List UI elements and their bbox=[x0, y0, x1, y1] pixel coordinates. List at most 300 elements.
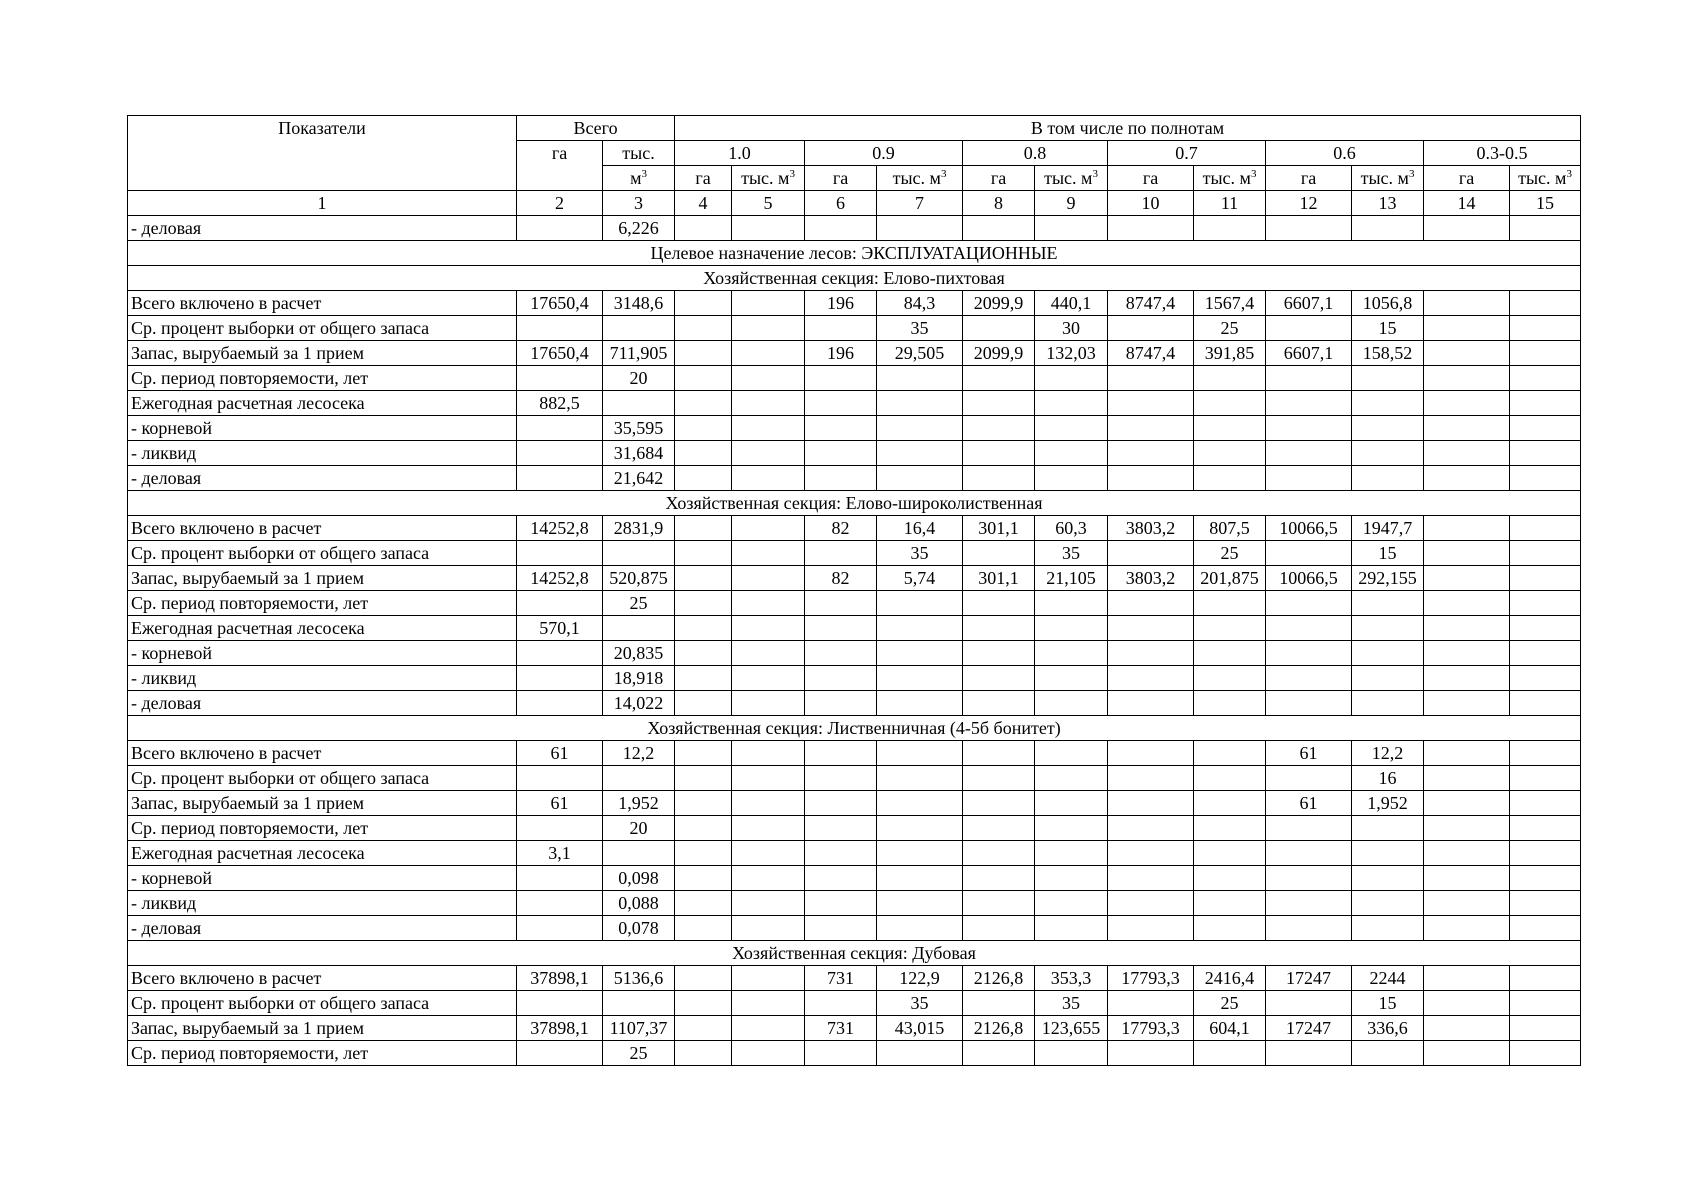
table-cell bbox=[675, 916, 732, 941]
table-cell: 353,3 bbox=[1035, 966, 1108, 991]
row-label: - ликвид bbox=[128, 666, 517, 691]
table-cell bbox=[963, 441, 1035, 466]
row-label: Ср. период повторяемости, лет bbox=[128, 816, 517, 841]
table-cell bbox=[732, 391, 805, 416]
row-label: Ср. процент выборки от общего запаса bbox=[128, 766, 517, 791]
table-cell bbox=[1035, 391, 1108, 416]
table-cell: 2099,9 bbox=[963, 291, 1035, 316]
table-cell bbox=[1194, 416, 1266, 441]
table-cell bbox=[517, 1041, 603, 1066]
table-cell bbox=[1352, 891, 1424, 916]
table-cell: 1947,7 bbox=[1352, 516, 1424, 541]
table-cell bbox=[1424, 1041, 1510, 1066]
table-row bbox=[128, 766, 1581, 791]
table-cell bbox=[517, 466, 603, 491]
table-cell bbox=[732, 666, 805, 691]
table-cell bbox=[1510, 516, 1581, 541]
row-label: Всего включено в расчет bbox=[128, 966, 517, 991]
table-cell: 123,655 bbox=[1035, 1016, 1108, 1041]
table-cell bbox=[1510, 891, 1581, 916]
table-cell bbox=[963, 741, 1035, 766]
table-cell bbox=[1035, 416, 1108, 441]
table-cell bbox=[963, 391, 1035, 416]
table-cell bbox=[1194, 841, 1266, 866]
table-cell bbox=[675, 366, 732, 391]
table-cell: 17793,3 bbox=[1108, 1016, 1194, 1041]
table-cell bbox=[675, 591, 732, 616]
table-cell bbox=[1510, 1041, 1581, 1066]
table-cell bbox=[877, 866, 963, 891]
table-cell bbox=[675, 641, 732, 666]
table-cell bbox=[877, 1041, 963, 1066]
table-cell: 16 bbox=[1352, 766, 1424, 791]
table-cell bbox=[732, 766, 805, 791]
table-cell: 17650,4 bbox=[517, 341, 603, 366]
table-cell bbox=[963, 1041, 1035, 1066]
table-cell bbox=[1510, 391, 1581, 416]
table-cell: 807,5 bbox=[1194, 516, 1266, 541]
table-cell: 21,105 bbox=[1035, 566, 1108, 591]
column-number: 3 bbox=[603, 191, 675, 216]
table-cell bbox=[1352, 591, 1424, 616]
table-cell bbox=[603, 766, 675, 791]
table-cell bbox=[1108, 916, 1194, 941]
column-number: 14 bbox=[1424, 191, 1510, 216]
table-cell: 12,2 bbox=[1352, 741, 1424, 766]
table-cell bbox=[1035, 366, 1108, 391]
table-cell bbox=[1352, 916, 1424, 941]
table-cell bbox=[1035, 891, 1108, 916]
table-cell: 29,505 bbox=[877, 341, 963, 366]
table-cell: 5,74 bbox=[877, 566, 963, 591]
table-row bbox=[128, 641, 1581, 666]
allowable-cut-table bbox=[127, 115, 1581, 1066]
table-cell bbox=[732, 741, 805, 766]
table-cell bbox=[1424, 816, 1510, 841]
table-cell bbox=[517, 591, 603, 616]
table-cell bbox=[1108, 416, 1194, 441]
table-cell bbox=[963, 366, 1035, 391]
table-cell bbox=[675, 991, 732, 1016]
header-unit-thous-m3: тыс. $м^3$ bbox=[877, 166, 963, 191]
table-cell: 604,1 bbox=[1194, 1016, 1266, 1041]
table-cell bbox=[1510, 991, 1581, 1016]
table-cell bbox=[1424, 741, 1510, 766]
column-number: 13 bbox=[1352, 191, 1424, 216]
table-cell bbox=[805, 891, 877, 916]
table-cell bbox=[1194, 741, 1266, 766]
table-cell bbox=[675, 741, 732, 766]
table-cell bbox=[675, 216, 732, 241]
header-density-3: 0.8 bbox=[963, 141, 1108, 166]
table-cell bbox=[517, 891, 603, 916]
table-cell bbox=[517, 691, 603, 716]
table-cell bbox=[1266, 891, 1352, 916]
table-cell bbox=[1266, 441, 1352, 466]
column-number: 7 bbox=[877, 191, 963, 216]
row-label: Ежегодная расчетная лесосека bbox=[128, 841, 517, 866]
table-cell: 570,1 bbox=[517, 616, 603, 641]
table-cell bbox=[1108, 541, 1194, 566]
table-cell bbox=[805, 866, 877, 891]
table-cell bbox=[1266, 366, 1352, 391]
section-row bbox=[128, 241, 1581, 266]
table-cell bbox=[1108, 841, 1194, 866]
table-cell bbox=[1194, 916, 1266, 941]
row-label: - корневой bbox=[128, 866, 517, 891]
table-cell: 15 bbox=[1352, 541, 1424, 566]
table-cell bbox=[1108, 891, 1194, 916]
table-cell bbox=[877, 391, 963, 416]
table-cell bbox=[1424, 591, 1510, 616]
table-cell bbox=[1424, 341, 1510, 366]
table-cell bbox=[1108, 766, 1194, 791]
table-cell bbox=[1194, 616, 1266, 641]
table-cell bbox=[1424, 441, 1510, 466]
table-cell: 14252,8 bbox=[517, 516, 603, 541]
table-cell bbox=[675, 616, 732, 641]
header-total-m3: $м^3$ bbox=[603, 166, 675, 191]
table-cell bbox=[963, 591, 1035, 616]
table-cell bbox=[1510, 291, 1581, 316]
header-unit-thous-m3: тыс. $м^3$ bbox=[732, 166, 805, 191]
table-cell bbox=[732, 441, 805, 466]
table-cell bbox=[1108, 366, 1194, 391]
table-cell bbox=[1266, 616, 1352, 641]
table-cell bbox=[675, 566, 732, 591]
table-cell bbox=[732, 616, 805, 641]
table-cell: 158,52 bbox=[1352, 341, 1424, 366]
table-row bbox=[128, 841, 1581, 866]
table-row bbox=[128, 966, 1581, 991]
table-cell bbox=[1424, 616, 1510, 641]
table-cell bbox=[1510, 1016, 1581, 1041]
table-cell: 196 bbox=[805, 341, 877, 366]
row-label: Ср. период повторяемости, лет bbox=[128, 591, 517, 616]
table-cell bbox=[1510, 466, 1581, 491]
table-cell bbox=[1424, 766, 1510, 791]
table-cell bbox=[1035, 841, 1108, 866]
table-cell bbox=[877, 766, 963, 791]
table-cell: 520,875 bbox=[603, 566, 675, 591]
table-cell bbox=[517, 641, 603, 666]
table-cell bbox=[1035, 691, 1108, 716]
table-cell: 35 bbox=[1035, 991, 1108, 1016]
table-cell: 1056,8 bbox=[1352, 291, 1424, 316]
table-cell bbox=[675, 1016, 732, 1041]
table-cell bbox=[1352, 466, 1424, 491]
table-cell bbox=[603, 616, 675, 641]
table-cell: 20,835 bbox=[603, 641, 675, 666]
table-cell bbox=[732, 416, 805, 441]
section-title: Хозяйственная секция: Елово-широколиственная bbox=[128, 491, 1581, 516]
table-cell bbox=[1035, 641, 1108, 666]
table-row bbox=[128, 591, 1581, 616]
table-cell: 35 bbox=[877, 316, 963, 341]
table-cell bbox=[1424, 216, 1510, 241]
table-cell bbox=[1194, 866, 1266, 891]
table-cell bbox=[963, 466, 1035, 491]
table-cell bbox=[805, 1041, 877, 1066]
table-cell bbox=[1266, 691, 1352, 716]
table-cell bbox=[805, 541, 877, 566]
table-cell bbox=[1035, 441, 1108, 466]
section-title: Целевое назначение лесов: ЭКСПЛУАТАЦИОННЫЕ bbox=[128, 241, 1581, 266]
table-cell bbox=[1510, 791, 1581, 816]
table-cell: 292,155 bbox=[1352, 566, 1424, 591]
table-cell bbox=[732, 891, 805, 916]
table-cell bbox=[1424, 366, 1510, 391]
table-cell: 1,952 bbox=[1352, 791, 1424, 816]
table-cell bbox=[1510, 316, 1581, 341]
header-density-1: 1.0 bbox=[675, 141, 805, 166]
table-cell bbox=[877, 616, 963, 641]
table-cell bbox=[1510, 966, 1581, 991]
table-cell: 61 bbox=[1266, 741, 1352, 766]
table-cell bbox=[732, 816, 805, 841]
table-cell bbox=[1510, 341, 1581, 366]
table-cell bbox=[963, 416, 1035, 441]
table-cell bbox=[1194, 791, 1266, 816]
table-cell bbox=[1510, 916, 1581, 941]
table-cell bbox=[732, 216, 805, 241]
row-label: Запас, вырубаемый за 1 прием bbox=[128, 566, 517, 591]
table-cell bbox=[675, 691, 732, 716]
table-cell bbox=[1266, 466, 1352, 491]
table-cell bbox=[805, 791, 877, 816]
table-cell bbox=[1352, 441, 1424, 466]
table-cell bbox=[517, 991, 603, 1016]
table-cell: 336,6 bbox=[1352, 1016, 1424, 1041]
table-row bbox=[128, 391, 1581, 416]
table-row bbox=[128, 341, 1581, 366]
table-cell bbox=[603, 391, 675, 416]
table-cell: 17247 bbox=[1266, 966, 1352, 991]
table-row bbox=[128, 666, 1581, 691]
section-title: Хозяйственная секция: Елово-пихтовая bbox=[128, 266, 1581, 291]
table-cell bbox=[603, 991, 675, 1016]
table-cell bbox=[1352, 666, 1424, 691]
table-cell bbox=[1510, 441, 1581, 466]
table-row bbox=[128, 866, 1581, 891]
table-cell bbox=[1035, 216, 1108, 241]
table-cell bbox=[517, 316, 603, 341]
table-cell bbox=[1194, 766, 1266, 791]
table-cell bbox=[963, 866, 1035, 891]
table-cell bbox=[732, 516, 805, 541]
table-cell: 17793,3 bbox=[1108, 966, 1194, 991]
table-cell bbox=[1510, 591, 1581, 616]
table-cell bbox=[1108, 866, 1194, 891]
table-cell: 60,3 bbox=[1035, 516, 1108, 541]
table-cell: 122,9 bbox=[877, 966, 963, 991]
section-title: Хозяйственная секция: Лиственничная (4-5б бонитет) bbox=[128, 716, 1581, 741]
row-label: - корневой bbox=[128, 641, 517, 666]
table-cell bbox=[1266, 666, 1352, 691]
row-label: Запас, вырубаемый за 1 прием bbox=[128, 1016, 517, 1041]
table-cell bbox=[675, 766, 732, 791]
table-row bbox=[128, 791, 1581, 816]
table-cell: 6,226 bbox=[603, 216, 675, 241]
row-label: Ежегодная расчетная лесосека bbox=[128, 391, 517, 416]
table-cell: 82 bbox=[805, 566, 877, 591]
table-cell: 35 bbox=[1035, 541, 1108, 566]
table-cell: 17247 bbox=[1266, 1016, 1352, 1041]
table-cell bbox=[1108, 666, 1194, 691]
row-label: - деловая bbox=[128, 216, 517, 241]
table-cell bbox=[1194, 366, 1266, 391]
table-cell: 132,03 bbox=[1035, 341, 1108, 366]
header-total-thous: тыс. bbox=[603, 141, 675, 166]
row-label: Запас, вырубаемый за 1 прием bbox=[128, 791, 517, 816]
table-cell bbox=[1035, 866, 1108, 891]
row-label: - деловая bbox=[128, 916, 517, 941]
table-cell bbox=[877, 666, 963, 691]
table-cell bbox=[732, 541, 805, 566]
table-cell: 1567,4 bbox=[1194, 291, 1266, 316]
table-cell bbox=[1424, 891, 1510, 916]
table-cell bbox=[675, 391, 732, 416]
table-cell bbox=[805, 741, 877, 766]
table-cell bbox=[675, 666, 732, 691]
table-cell: 35,595 bbox=[603, 416, 675, 441]
table-cell: 3,1 bbox=[517, 841, 603, 866]
table-cell bbox=[1424, 291, 1510, 316]
table-cell: 0,078 bbox=[603, 916, 675, 941]
table-row bbox=[128, 691, 1581, 716]
column-number: 9 bbox=[1035, 191, 1108, 216]
row-label: Всего включено в расчет bbox=[128, 516, 517, 541]
table-cell bbox=[805, 441, 877, 466]
table-cell bbox=[603, 541, 675, 566]
table-cell: 301,1 bbox=[963, 516, 1035, 541]
table-cell: 3803,2 bbox=[1108, 566, 1194, 591]
table-row bbox=[128, 741, 1581, 766]
table-row bbox=[128, 1016, 1581, 1041]
table-cell bbox=[517, 366, 603, 391]
table-row bbox=[128, 991, 1581, 1016]
section-row bbox=[128, 266, 1581, 291]
table-cell bbox=[1108, 1041, 1194, 1066]
header-unit-thous-m3: тыс. $м^3$ bbox=[1510, 166, 1581, 191]
table-cell bbox=[1510, 691, 1581, 716]
table-cell: 3803,2 bbox=[1108, 516, 1194, 541]
table-cell: 440,1 bbox=[1035, 291, 1108, 316]
row-label: Ср. процент выборки от общего запаса bbox=[128, 991, 517, 1016]
row-label: - ликвид bbox=[128, 891, 517, 916]
table-cell: 30 bbox=[1035, 316, 1108, 341]
table-cell bbox=[1035, 741, 1108, 766]
table-cell bbox=[1510, 866, 1581, 891]
table-cell bbox=[1266, 766, 1352, 791]
column-number: 1 bbox=[128, 191, 517, 216]
table-cell bbox=[1194, 816, 1266, 841]
table-cell bbox=[732, 866, 805, 891]
table-cell: 5136,6 bbox=[603, 966, 675, 991]
table-cell bbox=[963, 216, 1035, 241]
table-cell bbox=[805, 691, 877, 716]
row-label: Ср. процент выборки от общего запаса bbox=[128, 316, 517, 341]
table-cell bbox=[1424, 691, 1510, 716]
table-cell bbox=[675, 341, 732, 366]
table-cell bbox=[517, 416, 603, 441]
table-cell: 201,875 bbox=[1194, 566, 1266, 591]
table-row bbox=[128, 616, 1581, 641]
table-cell bbox=[732, 341, 805, 366]
table-cell bbox=[877, 791, 963, 816]
table-cell bbox=[1510, 216, 1581, 241]
row-label: - деловая bbox=[128, 466, 517, 491]
table-cell: 731 bbox=[805, 966, 877, 991]
table-cell bbox=[517, 866, 603, 891]
column-number: 2 bbox=[517, 191, 603, 216]
table-cell bbox=[732, 466, 805, 491]
table-cell: 35 bbox=[877, 541, 963, 566]
table-cell bbox=[1424, 541, 1510, 566]
table-cell: 84,3 bbox=[877, 291, 963, 316]
table-cell bbox=[1108, 391, 1194, 416]
forest-table-page bbox=[127, 115, 1581, 1066]
header-unit-ha: га bbox=[805, 166, 877, 191]
table-cell bbox=[877, 891, 963, 916]
table-cell: 10066,5 bbox=[1266, 566, 1352, 591]
table-cell bbox=[732, 991, 805, 1016]
row-label: Ср. процент выборки от общего запаса bbox=[128, 541, 517, 566]
table-cell: 2099,9 bbox=[963, 341, 1035, 366]
table-cell: 16,4 bbox=[877, 516, 963, 541]
table-cell: 3148,6 bbox=[603, 291, 675, 316]
table-cell: 20 bbox=[603, 366, 675, 391]
table-row bbox=[128, 216, 1581, 241]
table-cell bbox=[1194, 1041, 1266, 1066]
row-label: Запас, вырубаемый за 1 прием bbox=[128, 341, 517, 366]
table-cell bbox=[1352, 866, 1424, 891]
table-cell bbox=[1035, 791, 1108, 816]
table-cell bbox=[877, 366, 963, 391]
table-cell: 25 bbox=[603, 591, 675, 616]
column-number: 5 bbox=[732, 191, 805, 216]
table-cell bbox=[1352, 216, 1424, 241]
table-cell bbox=[1266, 641, 1352, 666]
table-cell bbox=[675, 966, 732, 991]
table-cell bbox=[1266, 816, 1352, 841]
section-row bbox=[128, 941, 1581, 966]
table-cell bbox=[1424, 916, 1510, 941]
table-cell bbox=[963, 616, 1035, 641]
table-cell bbox=[1352, 1041, 1424, 1066]
table-cell bbox=[1424, 566, 1510, 591]
table-cell: 1,952 bbox=[603, 791, 675, 816]
table-cell bbox=[1108, 591, 1194, 616]
table-cell bbox=[732, 791, 805, 816]
row-label: Ср. период повторяемости, лет bbox=[128, 366, 517, 391]
row-label: - корневой bbox=[128, 416, 517, 441]
table-row bbox=[128, 466, 1581, 491]
table-cell bbox=[732, 841, 805, 866]
column-number: 4 bbox=[675, 191, 732, 216]
table-cell bbox=[1510, 541, 1581, 566]
table-cell bbox=[1352, 416, 1424, 441]
table-cell bbox=[1266, 416, 1352, 441]
header-density-2: 0.9 bbox=[805, 141, 963, 166]
table-cell bbox=[877, 591, 963, 616]
table-cell bbox=[877, 816, 963, 841]
table-cell bbox=[675, 516, 732, 541]
table-cell: 1107,37 bbox=[603, 1016, 675, 1041]
table-cell bbox=[805, 816, 877, 841]
header-breakdown: В том числе по полнотам bbox=[675, 116, 1581, 141]
table-cell: 12,2 bbox=[603, 741, 675, 766]
